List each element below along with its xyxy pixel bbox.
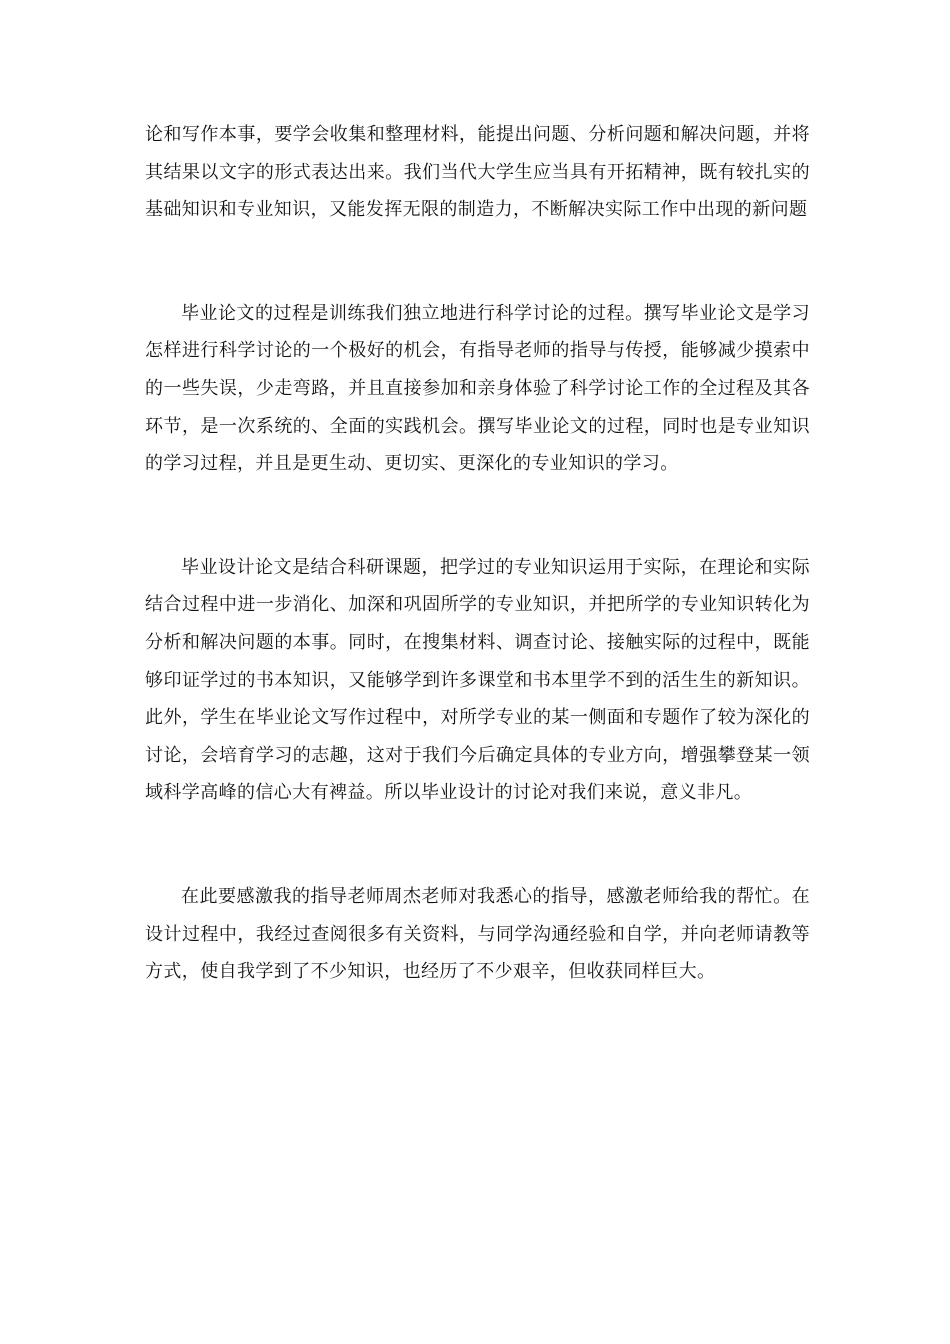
paragraph-continued: 论和写作本事，要学会收集和整理材料，能提出问题、分析问题和解决问题，并将其结果以文字的形式表达出来。我们当代大学生应当具有开拓精神，既有较扎实的基础知识和专业知识，又能发挥无限的制造力，不断解决实际工作中出现的新问题 bbox=[145, 124, 810, 221]
paragraph-design-thesis: 毕业设计论文是结合科研课题，把学过的专业知识运用于实际，在理论和实际结合过程中进一步消化、加深和巩固所学的专业知识，并把所学的专业知识转化为分析和解决问题的本事。同时，在搜集材料、调查讨论、接触实际的过程中，既能够印证学过的书本知识，又能够学到许多课堂和书本里学不到的活生生的新知识。此外，学生在毕业论文写作过程中，对所学专业的某一侧面和专题作了较为深化的讨论，会培育学习的志趣，这对于我们今后确定具体的专业方向，增强攀登某一领域科学高峰的信心大有裨益。所以毕业设计的讨论对我们来说，意义非凡。 bbox=[145, 556, 810, 804]
document-body bbox=[145, 116, 810, 991]
paragraph-thesis-process: 毕业论文的过程是训练我们独立地进行科学讨论的过程。撰写毕业论文是学习怎样进行科学讨论的一个极好的机会，有指导老师的指导与传授，能够减少摸索中的一些失误，少走弯路，并且直接参加和亲身体验了科学讨论工作的全过程及其各环节，是一次系统的、全面的实践机会。撰写毕业论文的过程，同时也是专业知识的学习过程，并且是更生动、更切实、更深化的专业知识的学习。 bbox=[145, 302, 810, 475]
paragraph-acknowledgement: 在此要感激我的指导老师周杰老师对我悉心的指导，感激老师给我的帮忙。在设计过程中，我经过查阅很多有关资料，与同学沟通经验和自学，并向老师请教等方式，使自我学到了不少知识，也经历了不少艰辛，但收获同样巨大。 bbox=[145, 885, 810, 983]
